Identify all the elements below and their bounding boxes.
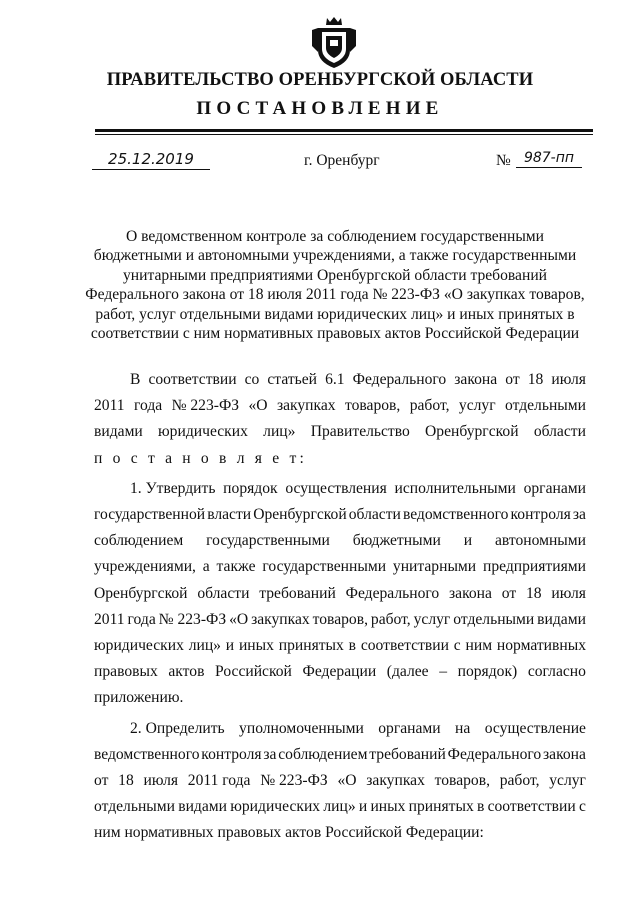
body-word: закона (454, 371, 498, 388)
body-word: ведомственного (94, 745, 200, 763)
body-word: порядок (223, 479, 278, 497)
body-line: приложению. (94, 689, 184, 707)
body-word: принятых (408, 798, 474, 816)
body-word: органами (523, 479, 586, 497)
body-word: за (263, 745, 277, 763)
body-line (94, 794, 586, 820)
body-word: учреждениями, (94, 558, 196, 576)
body-line (94, 502, 586, 528)
body-word: также (216, 558, 256, 576)
body-word: нормативных (496, 637, 586, 655)
body-word: года (127, 610, 156, 628)
body-word: юридических (94, 637, 184, 655)
body-word: статьей (267, 371, 318, 388)
body-line (94, 367, 586, 393)
body-word: осуществления (285, 479, 387, 497)
body-line (94, 528, 586, 554)
body-word: юридических (158, 423, 248, 441)
body-word: области (348, 506, 401, 524)
document-title (80, 227, 590, 343)
body-word: государственной (94, 506, 206, 524)
document-body (94, 367, 586, 847)
body-word: работ, (370, 610, 411, 628)
body-word: принятых (278, 637, 344, 655)
body-word: требований (369, 745, 446, 763)
body-word: согласно (527, 663, 586, 681)
body-line (94, 768, 586, 794)
body-word: 2011 года (187, 772, 251, 790)
header-divider (95, 129, 593, 132)
document-type: ПОСТАНОВЛЕНИЕ (196, 98, 444, 119)
body-word: закупках (251, 610, 310, 628)
body-word: государственными (262, 558, 387, 576)
body-word: в (476, 798, 485, 816)
body-word: от (501, 584, 517, 602)
body-word: товаров, (344, 397, 401, 415)
organization-name: ПРАВИТЕЛЬСТВО ОРЕНБУРГСКОЙ ОБЛАСТИ (106, 70, 534, 90)
body-word: на (455, 719, 471, 737)
document-date: 25.12.2019 (92, 150, 210, 170)
body-word: июля (143, 772, 179, 790)
body-word: требований (259, 584, 336, 602)
body-word: контроля (510, 506, 571, 524)
body-word: 18 (527, 371, 544, 388)
body-word: предприятиями (482, 558, 586, 576)
body-line (94, 742, 586, 768)
body-word: области (533, 423, 586, 441)
document-number: 987-пп (516, 150, 582, 168)
body-line (94, 393, 586, 419)
body-word: «О (229, 610, 249, 628)
body-word: работ, (499, 772, 540, 790)
body-word: № 223-ФЗ (260, 772, 328, 790)
body-word: отдельными (94, 798, 175, 816)
body-word: июля (551, 371, 586, 388)
coat-of-arms-emblem (312, 16, 356, 70)
body-word: услуг (549, 772, 586, 790)
body-word: 2. Определить (130, 719, 225, 737)
body-word: исполнительными (394, 479, 516, 497)
body-word: Оренбургской (253, 506, 347, 524)
body-line (94, 581, 586, 607)
body-word: Оренбургской (94, 584, 188, 602)
body-word: услуг (413, 610, 451, 628)
body-word: в (348, 637, 357, 655)
body-line (94, 419, 586, 445)
body-word: 2011 (94, 610, 125, 628)
body-line: ним нормативных правовых актов Российской Федерации: (94, 824, 484, 842)
body-word: 18 (525, 584, 542, 602)
body-word: соблюдением (94, 532, 184, 550)
body-word: за (572, 506, 586, 524)
body-word: услуг (458, 397, 496, 415)
header-divider-thin (95, 134, 593, 135)
body-word: лиц» (263, 423, 296, 441)
title-line: Федерального закона от 18 июля 2011 года № 223-ФЗ «О закупках товаров, (85, 286, 585, 304)
body-word: иных (370, 798, 406, 816)
body-line (94, 476, 586, 502)
title-line: унитарными предприятиями Оренбургской области требований (122, 266, 548, 284)
body-word: Правительство (310, 423, 410, 441)
body-word: № 223-ФЗ (158, 610, 227, 628)
body-line (94, 554, 586, 580)
body-word: автономными (494, 532, 586, 550)
body-word: июля (551, 584, 586, 602)
body-word: Российской (215, 663, 292, 681)
body-word: государственными (206, 532, 330, 550)
body-word: ведомственного (402, 506, 509, 524)
body-word: органами (378, 719, 441, 737)
body-word: ним (465, 637, 493, 655)
body-word: закона (449, 584, 492, 602)
body-word: контроля (201, 745, 262, 763)
body-word: с (578, 798, 586, 816)
body-word: года (134, 397, 163, 415)
body-line (94, 659, 586, 685)
body-word: власти (207, 506, 252, 524)
body-word: унитарными (392, 558, 477, 576)
body-word: товаров, (434, 772, 490, 790)
title-line: соответствии с ним нормативных правовых актов Российской Федерации (90, 325, 580, 343)
body-word: Федерального (447, 745, 542, 763)
body-word: видами (178, 798, 227, 816)
body-word: № 223-ФЗ (171, 397, 240, 415)
title-line: О ведомственном контроле за соблюдением государственными (125, 228, 545, 245)
body-word: товаров, (312, 610, 368, 628)
body-word: 1. Утвердить (130, 479, 216, 497)
body-word: Оренбургской (425, 423, 519, 441)
body-line (94, 607, 586, 633)
body-word: уполномоченными (239, 719, 364, 737)
body-word: лиц» (188, 637, 221, 655)
body-word: 2011 (94, 397, 125, 415)
body-word: отдельными (505, 397, 586, 415)
body-word: – (439, 663, 447, 681)
body-word: со (244, 371, 260, 388)
title-line: работ, услуг отдельными видами юридических лиц» и иных принятых в (95, 305, 575, 323)
body-word: юридических (230, 798, 321, 816)
body-word: соответствии (148, 371, 237, 388)
body-word: от (505, 371, 520, 388)
body-word: бюджетными (352, 532, 441, 550)
title-line: бюджетными и автономными учреждениями, а также государственными (93, 247, 577, 265)
body-line (94, 716, 586, 742)
body-word: (далее (386, 663, 429, 681)
body-word: «О (337, 772, 357, 790)
body-word: актов (168, 663, 205, 681)
body-word: закупках (366, 772, 425, 790)
body-line: п о с т а н о в л я е т: (94, 449, 308, 467)
body-word: Федерального (345, 584, 440, 602)
body-word: «О (248, 397, 268, 415)
body-word: Федерации (302, 663, 377, 681)
body-word: работ, (409, 397, 450, 415)
body-word: 18 (118, 772, 134, 790)
body-line (94, 633, 586, 659)
body-word: соответствии (487, 798, 576, 816)
body-word: и (225, 637, 235, 655)
body-word: области (197, 584, 250, 602)
number-sign: № (496, 152, 511, 169)
body-word: соответствии (360, 637, 449, 655)
body-word: видами (94, 423, 143, 441)
body-word: а (202, 558, 210, 576)
body-word: лиц» (323, 798, 356, 816)
body-word: Федерального (352, 371, 447, 388)
body-word: от (94, 772, 109, 790)
body-word: отдельными (453, 610, 535, 628)
body-word: с (453, 637, 461, 655)
body-word: видами (537, 610, 586, 628)
body-word: порядок) (457, 663, 518, 681)
body-word: правовых (94, 663, 158, 681)
body-word: В (130, 371, 141, 388)
body-word: иных (238, 637, 274, 655)
body-word: 6.1 (325, 371, 345, 388)
body-word: и (463, 532, 473, 550)
document-city: г. Оренбург (304, 152, 380, 169)
body-word: соблюдением (278, 745, 368, 763)
body-word: закона (543, 745, 586, 763)
body-word: осуществление (484, 719, 586, 737)
body-word: закупках (276, 397, 336, 415)
body-word: и (358, 798, 368, 816)
